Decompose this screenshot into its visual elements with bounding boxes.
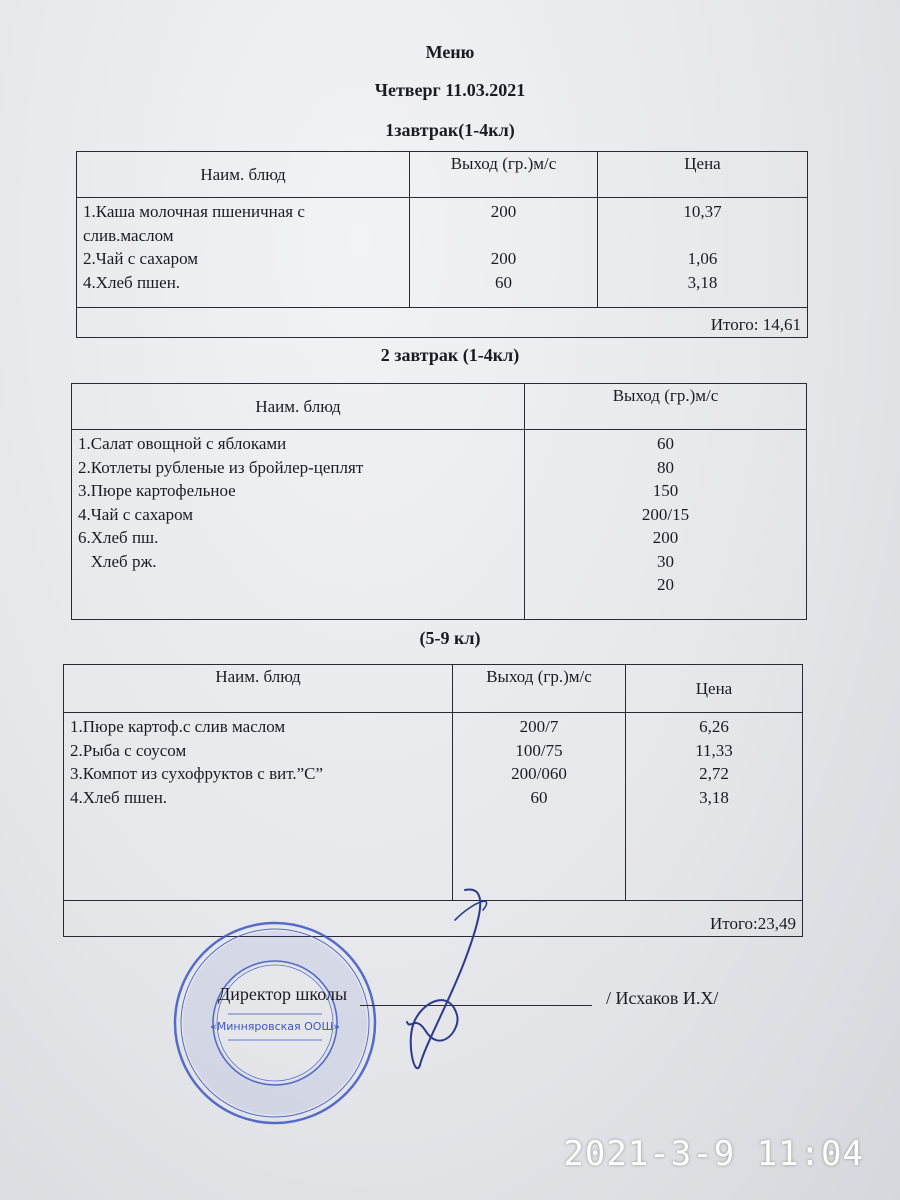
dish-list xyxy=(77,198,410,308)
col-header-weight: Выход (гр.)м/с xyxy=(453,665,626,713)
official-stamp xyxy=(170,918,380,1128)
weight-list xyxy=(453,713,626,901)
col-header-dish: Наим. блюд xyxy=(64,665,453,713)
list-item: 20 xyxy=(657,575,674,594)
list-item: 6,26 xyxy=(699,717,729,736)
stamp-center-text: «Минняровская ООШ» xyxy=(210,1020,340,1033)
list-item: 4.Хлеб пшен. xyxy=(70,787,168,807)
date-line: Четверг 11.03.2021 xyxy=(374,80,526,100)
list-item: 200 xyxy=(490,202,517,221)
list-item: 80 xyxy=(657,457,674,477)
weight-list xyxy=(410,198,598,308)
list-item: 200 xyxy=(490,249,517,268)
list-item xyxy=(416,224,591,248)
list-item xyxy=(604,224,801,248)
section3-heading: (5-9 кл) xyxy=(419,628,481,648)
total-label: Итого:23,49 xyxy=(64,901,803,937)
list-item: 1.Пюре картоф.с слив маслом xyxy=(70,717,286,736)
list-item: 200 xyxy=(652,528,679,547)
list-item: 3,18 xyxy=(687,272,718,292)
list-item: слив.маслом xyxy=(83,225,174,245)
price-list xyxy=(598,198,808,308)
price-list xyxy=(626,713,803,901)
list-item: 4.Хлеб пшен. xyxy=(83,272,181,292)
list-item: 2.Котлеты рубленые из бройлер-цеплят xyxy=(78,457,364,477)
list-item: 3.Компот из сухофруктов с вит.”С” xyxy=(70,764,324,783)
weight-list xyxy=(525,430,807,620)
photo-timestamp: 2021-3-9 11:04 xyxy=(563,1134,864,1174)
list-item: 30 xyxy=(657,551,674,571)
total-label: Итого: 14,61 xyxy=(77,308,808,338)
section1-heading: 1завтрак(1-4кл) xyxy=(385,120,515,140)
list-item: 11,33 xyxy=(695,740,733,760)
list-item: 150 xyxy=(652,481,679,500)
list-item: 4.Чай с сахаром xyxy=(78,504,194,524)
col-header-price: Цена xyxy=(626,665,803,713)
list-item: 200/7 xyxy=(519,717,559,736)
page-title: Меню xyxy=(425,42,475,62)
section2-table xyxy=(71,383,807,620)
col-header-weight: Выход (гр.)м/с xyxy=(525,384,807,430)
col-header-weight: Выход (гр.)м/с xyxy=(410,152,598,198)
section2-heading: 2 завтрак (1-4кл) xyxy=(380,345,520,365)
list-item: 2.Чай с сахаром xyxy=(83,249,199,268)
section1-table xyxy=(76,151,808,338)
list-item: 1.Салат овощной с яблоками xyxy=(78,434,287,453)
list-item: 10,37 xyxy=(683,202,722,221)
list-item: 3.Пюре картофельное xyxy=(78,481,236,500)
list-item: 60 xyxy=(495,272,512,292)
list-item: 200/15 xyxy=(641,504,690,524)
dish-list xyxy=(72,430,525,620)
list-item: 60 xyxy=(530,787,548,807)
list-item: 1,06 xyxy=(687,249,718,268)
list-item: 6.Хлеб пш. xyxy=(78,528,159,547)
list-item: Хлеб рж. xyxy=(78,551,157,571)
handwritten-signature xyxy=(395,880,505,1080)
list-item: 3,18 xyxy=(699,787,729,807)
col-header-dish: Наим. блюд xyxy=(77,152,410,198)
list-item: 2,72 xyxy=(699,764,729,783)
list-item: 1.Каша молочная пшеничная с xyxy=(83,202,305,221)
signature-role: Директор школы xyxy=(218,984,348,1004)
col-header-price: Цена xyxy=(598,152,808,198)
list-item: 200/060 xyxy=(511,764,567,783)
list-item: 100/75 xyxy=(515,740,563,760)
list-item: 60 xyxy=(657,434,674,453)
col-header-dish: Наим. блюд xyxy=(72,384,525,430)
list-item: 2.Рыба с соусом xyxy=(70,740,187,760)
dish-list xyxy=(64,713,453,901)
signature-name: / Исхаков И.Х/ xyxy=(606,988,719,1008)
